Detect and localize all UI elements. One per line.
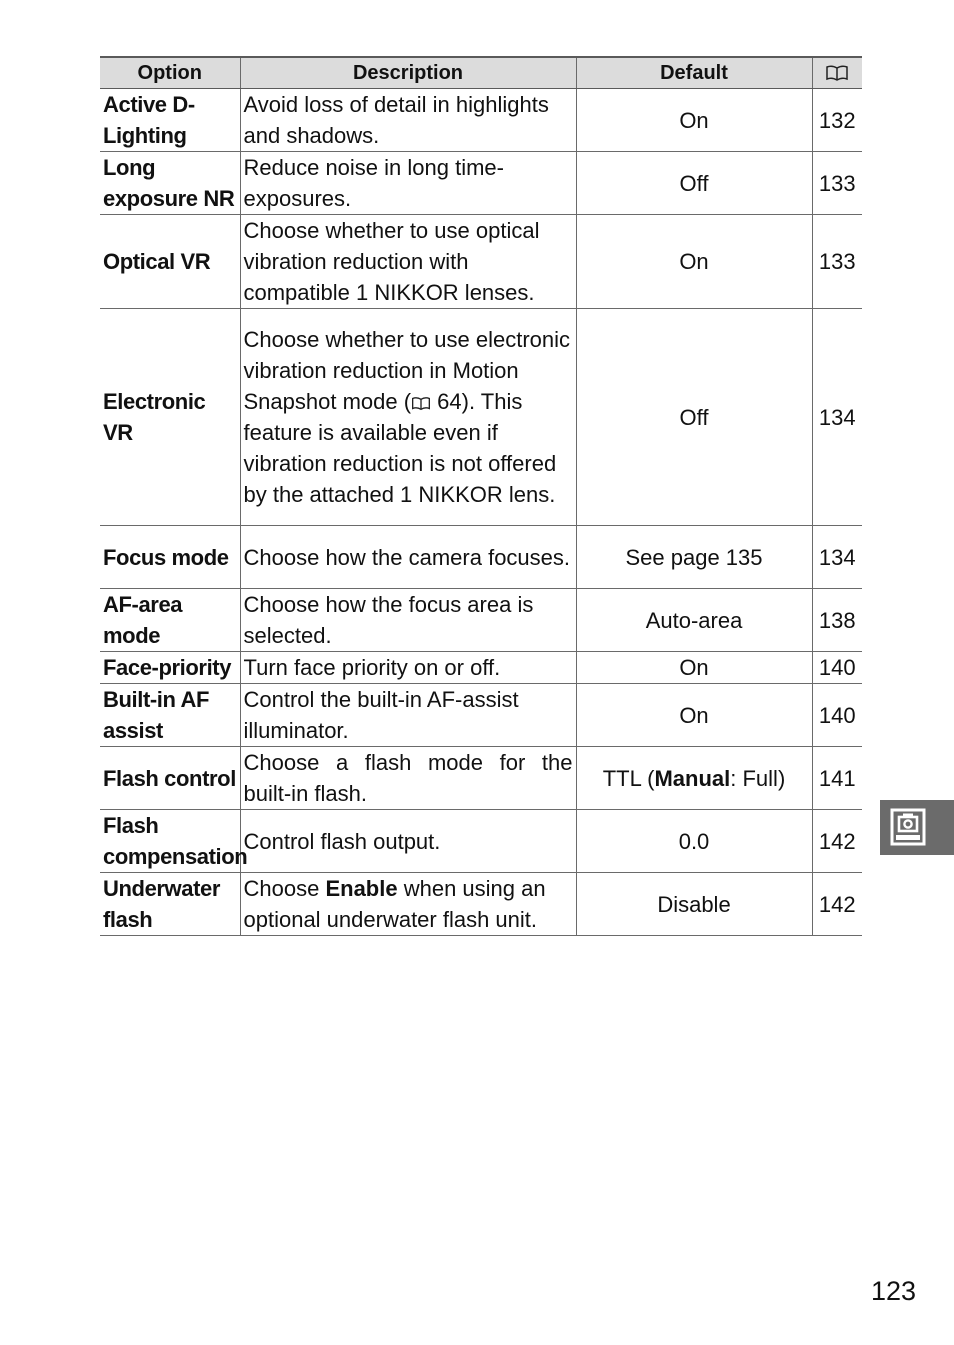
table-row [100,89,862,152]
book-icon [825,64,849,82]
description-cell: Choose whether to use optical vibration reduction with compatible 1 NIKKOR lenses. [240,215,576,309]
table-row [100,152,862,215]
option-cell: Active D-Lighting [100,89,240,152]
page-cell: 140 [812,652,862,684]
default-cell: Disable [576,873,812,936]
default-text: : Full) [730,765,786,791]
header-default: Default [576,57,812,89]
option-cell: AF-area mode [100,589,240,652]
description-text: Choose [243,876,326,901]
description-cell [240,873,576,936]
default-cell: On [576,89,812,152]
default-cell: Off [576,152,812,215]
page-number: 123 [870,1276,916,1306]
default-text-bold: Manual [654,765,731,791]
option-cell: Electronic VR [100,309,240,526]
table-header-row [100,57,862,89]
default-cell: On [576,652,812,684]
page-cell: 133 [812,215,862,309]
header-page [812,57,862,89]
camera-menu-icon [890,808,926,846]
default-text: TTL ( [602,765,655,791]
chapter-tab [880,800,954,855]
option-cell: Focus mode [100,526,240,589]
table-row [100,810,862,873]
table-row [100,652,862,684]
description-text: when using an optional underwater flash unit. [243,876,546,932]
description-cell: Control flash output. [240,810,576,873]
table-row [100,589,862,652]
description-text: ). This feature is available even if vibration reduction is not offered by the attached 1 NIKKOR lens. [243,389,557,507]
default-cell: On [576,684,812,747]
option-cell: Underwater flash [100,873,240,936]
header-option: Option [100,57,240,89]
description-text-bold: Enable [325,876,398,901]
table-row [100,684,862,747]
table-row [100,747,862,810]
description-cell: Reduce noise in long time-exposures. [240,152,576,215]
description-text: Choose whether to use electronic vibration reduction in Motion Snapshot mode ( [243,327,571,414]
page-cell: 134 [812,309,862,526]
default-cell: Off [576,309,812,526]
default-cell: 0.0 [576,810,812,873]
menu-options-table [100,56,862,936]
page-cell: 138 [812,589,862,652]
description-cell [240,309,576,526]
page-cell: 141 [812,747,862,810]
page-reference: 64 [437,389,462,414]
default-cell [576,747,812,810]
description-cell: Choose a flash mode for the built-in flash. [240,747,576,810]
page-cell: 140 [812,684,862,747]
table-row [100,873,862,936]
description-cell: Avoid loss of detail in highlights and shadows. [240,89,576,152]
page-cell: 142 [812,810,862,873]
option-cell: Long exposure NR [100,152,240,215]
page-cell: 134 [812,526,862,589]
default-cell: See page 135 [576,526,812,589]
description-cell: Control the built-in AF-assist illuminator. [240,684,576,747]
table-row [100,215,862,309]
description-cell: Choose how the focus area is selected. [240,589,576,652]
description-cell: Turn face priority on or off. [240,652,576,684]
option-cell: Face-priority [100,652,240,684]
default-cell: On [576,215,812,309]
book-icon [411,396,431,411]
table-row [100,526,862,589]
header-description: Description [240,57,576,89]
option-cell: Optical VR [100,215,240,309]
page-cell: 132 [812,89,862,152]
option-cell: Built-in AF assist [100,684,240,747]
page-cell: 142 [812,873,862,936]
table-row [100,309,862,526]
default-cell: Auto-area [576,589,812,652]
description-cell: Choose how the camera focuses. [240,526,576,589]
page-cell: 133 [812,152,862,215]
option-cell: Flash control [100,747,240,810]
option-cell: Flash compensation [100,810,240,873]
